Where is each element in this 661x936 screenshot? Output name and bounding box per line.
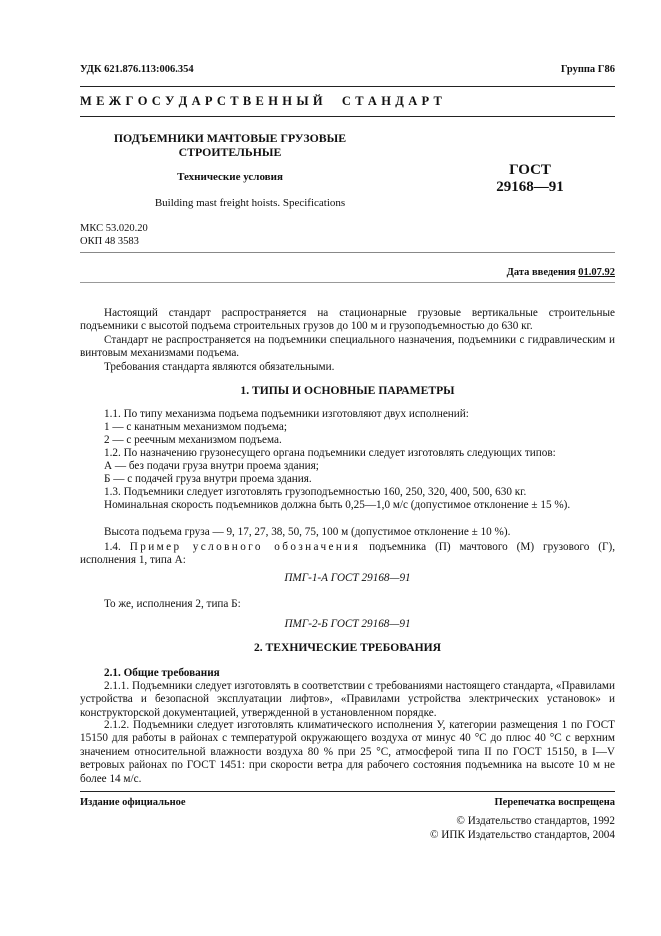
- clause-1-4-spaced-term: Пример условного обозначения: [129, 541, 361, 553]
- lifting-height: Высота подъема груза — 9, 17, 27, 38, 50, 75, 100 м (допустимое отклонение ± 10 %).: [104, 526, 511, 538]
- title-line-1: ПОДЪЕМНИКИ МАЧТОВЫЕ ГРУЗОВЫЕ: [113, 131, 347, 145]
- clause-1-1-option-2: 2 — с реечным механизмом подъема.: [104, 434, 282, 446]
- clause-1-2: 1.2. По назначению грузонесущего органа подъемники следует изготовлять следующих типов:: [104, 447, 556, 459]
- gost-label: ГОСТ: [509, 162, 551, 178]
- clause-1-1: 1.1. По типу механизма подъема подъемники изготовляют двух исполнений:: [104, 408, 469, 420]
- clause-2-1-2: 2.1.2. Подъемники следует изготовлять климатического исполнения У, категории размещения 1 по ГОСТ 15150 для работы в районах с температурой окружающего воздуха от минус 40 °С до плюс 40 °С с верхним значением относительной влажности воздуха 80 % при 25 °С, атмосферой типа II по ГОСТ 15150, в I—V ветровых районах по ГОСТ 1451: при скорости ветра для рабочего состояния подъемника на высоте 10 м не более 14 м/с.: [80, 719, 615, 785]
- clause-1-4-number: 1.4.: [104, 541, 121, 553]
- intro-paragraph-2: Стандарт не распространяется на подъемники специального назначения, подъемники с гидравлическим и винтовым механизмами подъема.: [80, 334, 615, 360]
- same-note: То же, исполнения 2, типа Б:: [104, 598, 241, 610]
- date-value: 01.07.92: [578, 267, 615, 278]
- copyright-2004: © ИПК Издательство стандартов, 2004: [429, 829, 615, 841]
- official-edition: Издание официальное: [80, 797, 186, 808]
- clause-2-1-1: 2.1.1. Подъемники следует изготовлять в соответствии с требованиями настоящего стандарта, «Правилами устройства и безопасной эксплуатации лифтов», «Правилами устройства электрических установок» и конструкторской документацией, утвержденной в установленном порядке.: [80, 680, 615, 719]
- banner-rule: [80, 116, 615, 117]
- title-line-2: СТРОИТЕЛЬНЫЕ: [178, 145, 282, 159]
- footer-rule: [80, 791, 615, 792]
- top-rule: [80, 86, 615, 87]
- introduction-date: [507, 267, 615, 278]
- designation-example-1: ПМГ-1-А ГОСТ 29168—91: [284, 572, 411, 584]
- clause-1-4-text: подъемника (П) мачтового (М) грузового (Г), исполнения 1, типа А:: [80, 541, 615, 567]
- codes-rule: [80, 252, 615, 253]
- nominal-speed: Номинальная скорость подъемников должна быть 0,25—1,0 м/с (допустимое отклонение ± 15 %).: [104, 499, 571, 511]
- clause-1-3: 1.3. Подъемники следует изготовлять грузоподъемностью 160, 250, 320, 400, 500, 630 кг.: [104, 486, 527, 498]
- date-rule: [80, 282, 615, 283]
- group-code: Группа Г86: [560, 64, 615, 75]
- udk-code: УДК 621.876.113:006.354: [80, 64, 194, 75]
- english-title: Building mast freight hoists. Specifications: [154, 197, 346, 209]
- section-2-title: 2. ТЕХНИЧЕСКИЕ ТРЕБОВАНИЯ: [253, 641, 442, 654]
- intro-paragraph-1: Настоящий стандарт распространяется на стационарные грузовые вертикальные строительные подъемники с высотой подъема строительных грузов до 100 м и грузоподъемностью до 630 кг.: [80, 307, 615, 333]
- clause-2-1-heading: 2.1. Общие требования: [104, 667, 220, 679]
- reprint-prohibited: Перепечатка воспрещена: [494, 797, 615, 808]
- subtitle: Технические условия: [177, 171, 283, 183]
- clause-1-2-type-a: А — без подачи груза внутри проема здания;: [104, 460, 319, 472]
- clause-1-4: [80, 541, 615, 568]
- interstate-standard-banner: М Е Ж Г О С У Д А Р С Т В Е Н Н Ы Й С Т А Н Д А Р Т: [80, 94, 443, 108]
- designation-example-2: ПМГ-2-Б ГОСТ 29168—91: [284, 618, 411, 630]
- okp-code: ОКП 48 3583: [80, 236, 139, 247]
- mks-code: МКС 53.020.20: [80, 223, 148, 234]
- date-label: Дата введения: [506, 267, 576, 278]
- copyright-1992: © Издательство стандартов, 1992: [456, 815, 615, 827]
- clause-1-2-type-b: Б — с подачей груза внутри проема здания.: [104, 473, 312, 485]
- gost-number: 29168—91: [496, 179, 564, 195]
- section-1-title: 1. ТИПЫ И ОСНОВНЫЕ ПАРАМЕТРЫ: [240, 384, 455, 397]
- intro-paragraph-3: Требования стандарта являются обязательными.: [104, 361, 335, 373]
- clause-1-1-option-1: 1 — с канатным механизмом подъема;: [104, 421, 287, 433]
